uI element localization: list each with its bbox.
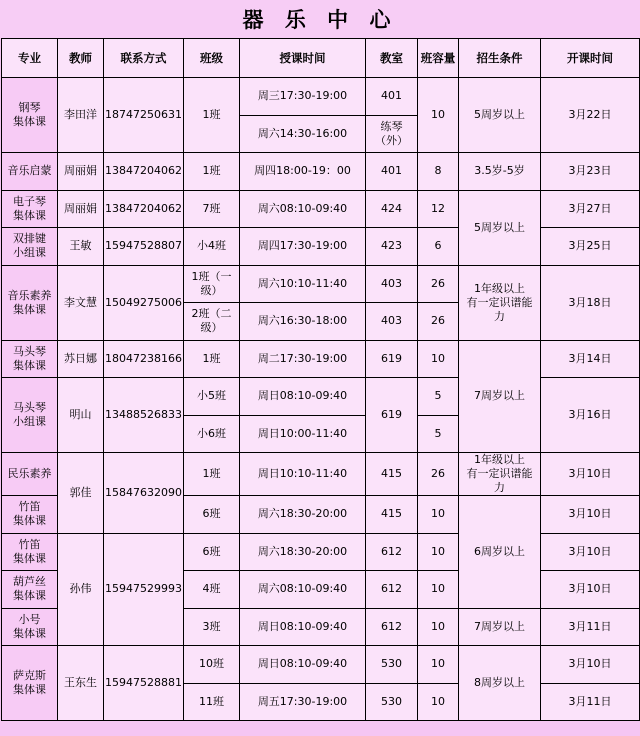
cell-room: 612 <box>366 608 418 646</box>
cell-room: 612 <box>366 571 418 609</box>
cell-start: 3月16日 <box>541 378 640 453</box>
cell-start: 3月10日 <box>541 453 640 496</box>
cell-class: 小6班 <box>184 415 240 453</box>
cell-time: 周五17:30-19:00 <box>240 683 366 721</box>
page-title: 器 乐 中 心 <box>0 0 640 38</box>
table-row <box>2 190 640 228</box>
cell-requirement: 8周岁以上 <box>459 646 541 721</box>
header-phone: 联系方式 <box>104 39 184 78</box>
cell-time: 周六18:30-20:00 <box>240 496 366 534</box>
cell-class: 1班 <box>184 78 240 153</box>
table-row <box>2 340 640 378</box>
cell-capacity: 8 <box>418 153 459 191</box>
cell-capacity: 10 <box>418 340 459 378</box>
cell-class: 3班 <box>184 608 240 646</box>
cell-phone: 13847204062 <box>104 190 184 228</box>
cell-phone: 13847204062 <box>104 153 184 191</box>
cell-time: 周日08:10-09:40 <box>240 378 366 416</box>
cell-class: 小5班 <box>184 378 240 416</box>
cell-capacity: 10 <box>418 496 459 534</box>
cell-requirement: 1年级以上 有一定识谱能 力 <box>459 453 541 496</box>
cell-time: 周四18:00-19：00 <box>240 153 366 191</box>
cell-capacity: 26 <box>418 265 459 303</box>
cell-time: 周六08:10-09:40 <box>240 571 366 609</box>
cell-teacher: 苏日娜 <box>58 340 104 378</box>
cell-phone: 18747250631 <box>104 78 184 153</box>
cell-major: 民乐素养 <box>2 453 58 496</box>
cell-time: 周二17:30-19:00 <box>240 340 366 378</box>
header-teacher: 教师 <box>58 39 104 78</box>
cell-major: 竹笛 集体课 <box>2 533 58 571</box>
cell-teacher: 孙伟 <box>58 533 104 646</box>
cell-class: 1班 <box>184 153 240 191</box>
cell-time: 周日10:10-11:40 <box>240 453 366 496</box>
cell-room: 612 <box>366 533 418 571</box>
cell-major: 小号 集体课 <box>2 608 58 646</box>
cell-class: 小4班 <box>184 228 240 266</box>
cell-time: 周四17:30-19:00 <box>240 228 366 266</box>
header-class: 班级 <box>184 39 240 78</box>
cell-room: 619 <box>366 378 418 453</box>
cell-class: 1班（一 级） <box>184 265 240 303</box>
cell-time: 周日08:10-09:40 <box>240 608 366 646</box>
cell-capacity: 10 <box>418 571 459 609</box>
cell-time: 周六14:30-16:00 <box>240 115 366 153</box>
header-row <box>2 39 640 78</box>
cell-major: 马头琴 集体课 <box>2 340 58 378</box>
cell-phone: 15847632090 <box>104 453 184 534</box>
table-row <box>2 453 640 496</box>
cell-requirement: 7周岁以上 <box>459 608 541 646</box>
cell-phone: 15049275006 <box>104 265 184 340</box>
cell-class: 1班 <box>184 453 240 496</box>
cell-start: 3月25日 <box>541 228 640 266</box>
cell-room: 415 <box>366 453 418 496</box>
cell-teacher: 周丽娟 <box>58 153 104 191</box>
cell-class: 11班 <box>184 683 240 721</box>
header-requirement: 招生条件 <box>459 39 541 78</box>
cell-time: 周日10:00-11:40 <box>240 415 366 453</box>
cell-class: 6班 <box>184 533 240 571</box>
header-room: 教室 <box>366 39 418 78</box>
cell-capacity: 5 <box>418 415 459 453</box>
cell-start: 3月14日 <box>541 340 640 378</box>
cell-major: 音乐启蒙 <box>2 153 58 191</box>
header-start: 开课时间 <box>541 39 640 78</box>
cell-phone: 15947528881 <box>104 646 184 721</box>
cell-room: 424 <box>366 190 418 228</box>
cell-capacity: 12 <box>418 190 459 228</box>
cell-room: 530 <box>366 646 418 684</box>
table-row <box>2 265 640 303</box>
cell-room: 530 <box>366 683 418 721</box>
cell-start: 3月10日 <box>541 496 640 534</box>
cell-time: 周三17:30-19:00 <box>240 78 366 116</box>
table-row <box>2 646 640 684</box>
cell-major: 双排键 小组课 <box>2 228 58 266</box>
cell-class: 1班 <box>184 340 240 378</box>
cell-teacher: 王东生 <box>58 646 104 721</box>
cell-requirement: 5周岁以上 <box>459 78 541 153</box>
cell-time: 周六18:30-20:00 <box>240 533 366 571</box>
cell-room: 423 <box>366 228 418 266</box>
cell-major: 钢琴 集体课 <box>2 78 58 153</box>
cell-capacity: 6 <box>418 228 459 266</box>
cell-start: 3月11日 <box>541 608 640 646</box>
cell-start: 3月11日 <box>541 683 640 721</box>
cell-major: 音乐素养 集体课 <box>2 265 58 340</box>
cell-major: 萨克斯 集体课 <box>2 646 58 721</box>
cell-time: 周日08:10-09:40 <box>240 646 366 684</box>
cell-start: 3月22日 <box>541 78 640 153</box>
cell-requirement: 1年级以上 有一定识谱能 力 <box>459 265 541 340</box>
cell-teacher: 王敏 <box>58 228 104 266</box>
cell-room: 415 <box>366 496 418 534</box>
cell-capacity: 5 <box>418 378 459 416</box>
cell-major: 葫芦丝 集体课 <box>2 571 58 609</box>
table-row <box>2 378 640 416</box>
cell-capacity: 26 <box>418 453 459 496</box>
cell-capacity: 10 <box>418 78 459 153</box>
cell-teacher: 周丽娟 <box>58 190 104 228</box>
cell-capacity: 10 <box>418 533 459 571</box>
cell-capacity: 10 <box>418 683 459 721</box>
cell-major: 电子琴 集体课 <box>2 190 58 228</box>
header-time: 授课时间 <box>240 39 366 78</box>
cell-room: 619 <box>366 340 418 378</box>
cell-start: 3月18日 <box>541 265 640 340</box>
cell-capacity: 10 <box>418 608 459 646</box>
cell-room: 练琴 （外） <box>366 115 418 153</box>
cell-capacity: 26 <box>418 303 459 341</box>
cell-requirement: 3.5岁-5岁 <box>459 153 541 191</box>
cell-class: 4班 <box>184 571 240 609</box>
cell-class: 2班（二 级） <box>184 303 240 341</box>
table-row <box>2 153 640 191</box>
cell-start: 3月10日 <box>541 571 640 609</box>
cell-teacher: 郭佳 <box>58 453 104 534</box>
cell-room: 403 <box>366 265 418 303</box>
cell-start: 3月10日 <box>541 533 640 571</box>
header-major: 专业 <box>2 39 58 78</box>
cell-room: 403 <box>366 303 418 341</box>
cell-teacher: 明山 <box>58 378 104 453</box>
cell-requirement: 7周岁以上 <box>459 340 541 453</box>
cell-phone: 15947528807 <box>104 228 184 266</box>
course-table <box>1 38 640 721</box>
cell-start: 3月27日 <box>541 190 640 228</box>
table-row <box>2 228 640 266</box>
cell-requirement: 6周岁以上 <box>459 496 541 609</box>
header-capacity: 班容量 <box>418 39 459 78</box>
cell-capacity: 10 <box>418 646 459 684</box>
cell-teacher: 李文慧 <box>58 265 104 340</box>
cell-phone: 13488526833 <box>104 378 184 453</box>
cell-major: 马头琴 小组课 <box>2 378 58 453</box>
cell-class: 7班 <box>184 190 240 228</box>
cell-start: 3月10日 <box>541 646 640 684</box>
cell-start: 3月23日 <box>541 153 640 191</box>
cell-class: 10班 <box>184 646 240 684</box>
cell-phone: 18047238166 <box>104 340 184 378</box>
cell-teacher: 李田洋 <box>58 78 104 153</box>
table-row <box>2 533 640 571</box>
cell-time: 周六08:10-09:40 <box>240 190 366 228</box>
cell-room: 401 <box>366 153 418 191</box>
cell-phone: 15947529993 <box>104 533 184 646</box>
cell-major: 竹笛 集体课 <box>2 496 58 534</box>
table-row <box>2 78 640 116</box>
cell-class: 6班 <box>184 496 240 534</box>
cell-time: 周六16:30-18:00 <box>240 303 366 341</box>
cell-room: 401 <box>366 78 418 116</box>
cell-time: 周六10:10-11:40 <box>240 265 366 303</box>
cell-requirement: 5周岁以上 <box>459 190 541 265</box>
